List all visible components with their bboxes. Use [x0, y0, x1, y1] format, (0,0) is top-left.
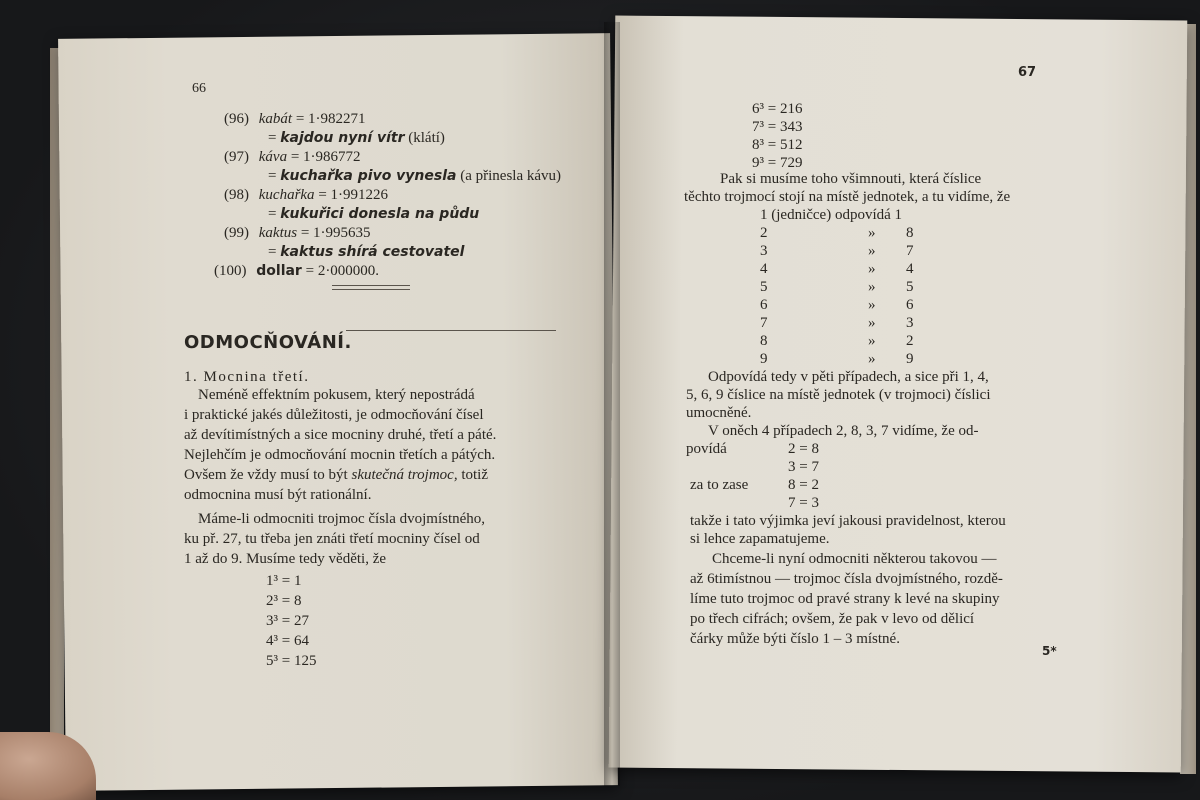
section-heading: ODMOCŇOVÁNÍ.: [184, 332, 352, 353]
right-para2-line-5: povídá: [686, 441, 727, 457]
table-row-8-mark: »: [868, 333, 876, 349]
para1-line-4: Nejlehčím je odmocňování mocnin třetích a pátých.: [184, 447, 496, 463]
right-para1-line-2: těchto trojmocí stojí na místě jednotek, a tu vidíme, že: [684, 189, 1011, 205]
pair-a-1: 2 = 8: [788, 441, 819, 457]
cube-7: 7³ = 343: [752, 119, 803, 135]
right-para3-line-5: líme tuto trojmoc od pravé strany k levé na skupiny: [690, 591, 1000, 607]
divider-rule-2: [332, 289, 410, 290]
table-row-6: 6: [760, 297, 768, 313]
table-row-6-mark: »: [868, 297, 876, 313]
mnemonic-99: (99) kaktus = 1·995635: [224, 225, 371, 241]
signature-mark: 5*: [1042, 644, 1057, 658]
table-row-4: 4: [760, 261, 768, 277]
right-para2-line-3: umocněné.: [686, 405, 752, 421]
table-row-2-value: 8: [906, 225, 914, 241]
mnemonic-97-phrase: = kuchařka pivo vynesla (a přinesla kávu): [268, 168, 562, 184]
table-row-6-value: 6: [906, 297, 914, 313]
book-spine: [604, 22, 620, 786]
za-to-zase: za to zase: [690, 477, 749, 493]
mnemonic-97: (97) káva = 1·986772: [224, 149, 361, 165]
right-para2-line-1: Odpovídá tedy v pěti případech, a sice při 1, 4,: [708, 369, 989, 385]
right-para2-line-4: V oněch 4 případech 2, 8, 3, 7 vidíme, že od-: [708, 423, 979, 439]
mnemonic-96-phrase: = kajdou nyní vítr (klátí): [268, 130, 445, 146]
para1-line-1: Neméně effektním pokusem, který nepostrádá: [198, 387, 475, 403]
cube-2: 2³ = 8: [266, 593, 302, 609]
cube-9: 9³ = 729: [752, 155, 803, 171]
table-row-4-mark: »: [868, 261, 876, 277]
table-row-1: 1 (jedničce) odpovídá 1: [760, 207, 903, 223]
cube-6: 6³ = 216: [752, 101, 803, 117]
right-para3-line-3: Chceme-li nyní odmocniti některou takovou —: [712, 551, 997, 567]
pair-a-2: 3 = 7: [788, 459, 819, 475]
right-para3-line-1: takže i tato výjimka jeví jakousi pravidelnost, kterou: [690, 513, 1006, 529]
table-row-8-value: 2: [906, 333, 914, 349]
divider-rule-1: [332, 285, 410, 286]
table-row-3: 3: [760, 243, 768, 259]
mnemonic-98: (98) kuchařka = 1·991226: [224, 187, 389, 203]
heading-rule: [346, 330, 556, 331]
cube-4: 4³ = 64: [266, 633, 309, 649]
mnemonic-98-phrase: = kukuřici donesla na půdu: [268, 206, 480, 222]
para1-line-5: Ovšem že vždy musí to být skutečná trojmoc, totiž: [184, 467, 488, 483]
right-page-number: 67: [1018, 65, 1037, 80]
table-row-7: 7: [760, 315, 768, 331]
mnemonic-100: (100) dollar = 2·000000.: [214, 263, 380, 279]
right-para3-line-2: si lehce zapamatujeme.: [690, 531, 830, 547]
table-row-7-mark: »: [868, 315, 876, 331]
table-row-4-value: 4: [906, 261, 914, 277]
para1-line-6: odmocnina musí být rationální.: [184, 487, 372, 503]
table-row-2: 2: [760, 225, 768, 241]
cube-5: 5³ = 125: [266, 653, 317, 669]
table-row-5-mark: »: [868, 279, 876, 295]
cube-3: 3³ = 27: [266, 613, 309, 629]
para2-line-3: 1 až do 9. Musíme tedy věděti, že: [184, 551, 387, 567]
mnemonic-99-phrase: = kaktus shírá cestovatel: [268, 244, 465, 260]
right-para2-line-2: 5, 6, 9 číslice na místě jednotek (v trojmoci) číslici: [686, 387, 991, 403]
table-row-9-mark: »: [868, 351, 876, 367]
cube-8: 8³ = 512: [752, 137, 803, 153]
table-row-7-value: 3: [906, 315, 914, 331]
table-row-9-value: 9: [906, 351, 914, 367]
right-para1-line-1: Pak si musíme toho všimnouti, která číslice: [720, 171, 982, 187]
para2-line-2: ku př. 27, tu třeba jen znáti třetí mocniny čísel od: [184, 531, 480, 547]
cube-1: 1³ = 1: [266, 573, 302, 589]
para1-line-2: i praktické jakés důležitosti, je odmocňování čísel: [184, 407, 484, 423]
table-row-3-mark: »: [868, 243, 876, 259]
table-row-5: 5: [760, 279, 768, 295]
para1-line-3: až devítimístných a sice mocniny druhé, třetí a páté.: [184, 427, 497, 443]
pair-b-1: 8 = 2: [788, 477, 819, 493]
table-row-2-mark: »: [868, 225, 876, 241]
subsection-title: 1. Mocnina třetí.: [184, 369, 310, 385]
right-para3-line-6: po třech cifrách; ovšem, že pak v levo od dělicí: [690, 611, 975, 627]
table-row-8: 8: [760, 333, 768, 349]
right-para3-line-7: čárky může býti číslo 1 – 3 místné.: [690, 631, 900, 647]
left-page-number: 66: [192, 81, 206, 96]
right-para3-line-4: až 6timístnou — trojmoc čísla dvojmístného, rozdě-: [690, 571, 1003, 587]
table-row-9: 9: [760, 351, 768, 367]
table-row-5-value: 5: [906, 279, 914, 295]
pair-b-2: 7 = 3: [788, 495, 819, 511]
para2-line-1: Máme-li odmocniti trojmoc čísla dvojmístného,: [198, 511, 486, 527]
table-row-3-value: 7: [906, 243, 914, 259]
mnemonic-96: (96) kabát = 1·982271: [224, 111, 366, 127]
